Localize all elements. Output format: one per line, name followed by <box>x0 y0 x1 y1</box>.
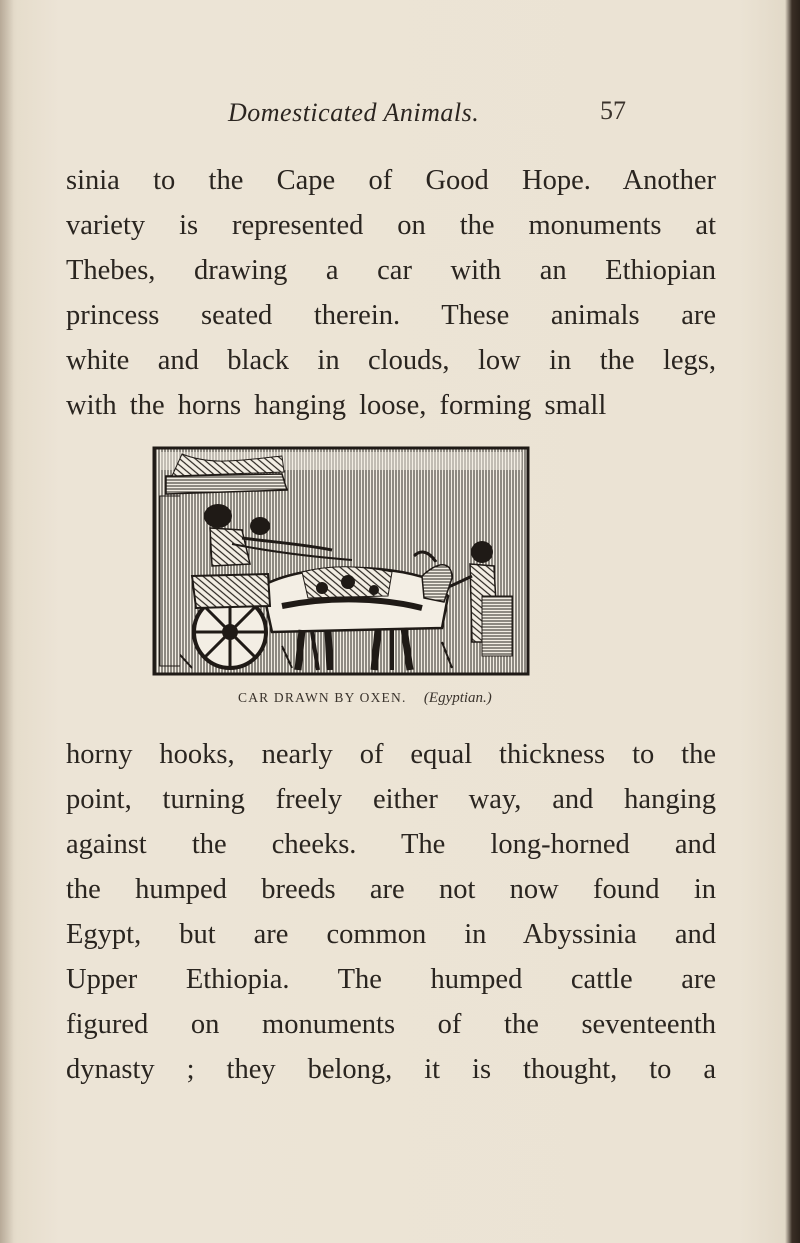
text-line: point, turning freely either way, and hanging <box>66 784 716 815</box>
caption-main: CAR DRAWN BY OXEN. <box>238 690 407 705</box>
running-title: Domesticated Animals. <box>228 98 480 127</box>
text-line: variety is represented on the monuments at <box>66 210 716 241</box>
text-line: figured on monuments of the seventeenth <box>66 1009 716 1040</box>
caption-origin: (Egyptian.) <box>423 690 492 706</box>
text-line: Upper Ethiopia. The humped cattle are <box>66 964 716 995</box>
text-line: princess seated therein. These animals are <box>66 300 716 331</box>
text-line: Egypt, but are common in Abyssinia and <box>66 919 716 950</box>
egyptian-relief-illustration <box>152 446 530 676</box>
text-line: the humped breeds are not now found in <box>66 874 716 905</box>
text-line: with the horns hanging loose, forming small <box>66 390 607 421</box>
text-line: Thebes, drawing a car with an Ethiopian <box>66 255 716 286</box>
text-line: dynasty ; they belong, it is thought, to a <box>66 1054 716 1085</box>
paragraph-bottom <box>66 732 716 1092</box>
text-line: horny hooks, nearly of equal thickness to the <box>66 739 716 770</box>
text-line: white and black in clouds, low in the legs, <box>66 345 716 376</box>
paragraph-top <box>66 158 716 428</box>
page-number: 57 <box>600 96 626 125</box>
text-line: sinia to the Cape of Good Hope. Another <box>66 165 716 196</box>
text-line: against the cheeks. The long-horned and <box>66 829 716 860</box>
gutter-shadow <box>0 0 14 1243</box>
running-head <box>0 96 800 136</box>
